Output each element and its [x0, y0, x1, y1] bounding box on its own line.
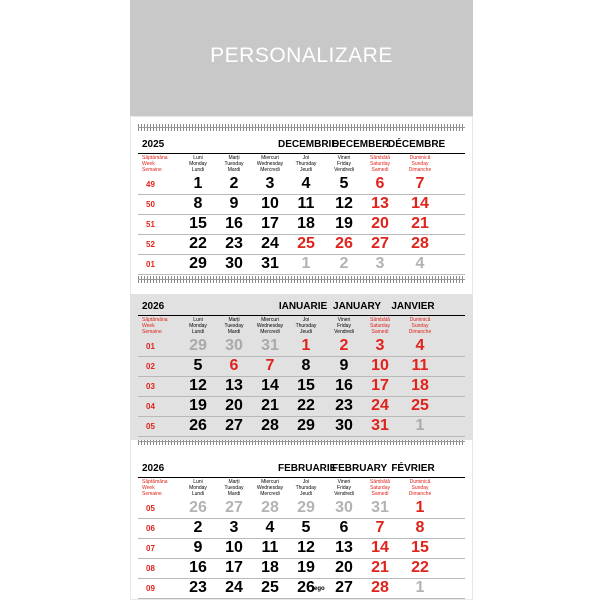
weekday-label: Samedi [371, 167, 389, 173]
weekday-label: Friday [337, 323, 351, 329]
weekday-label: Mercredi [260, 167, 280, 173]
month-header [138, 462, 465, 478]
day-cell[interactable]: 11 [261, 539, 279, 556]
day-cell[interactable]: 31 [371, 417, 389, 434]
day-cell[interactable]: 12 [189, 377, 207, 394]
week-number: 07 [146, 544, 155, 553]
day-cell[interactable]: 1 [415, 417, 425, 434]
week-number: 49 [146, 180, 155, 189]
day-cell[interactable]: 2 [193, 519, 203, 536]
day-cell[interactable]: 1 [193, 175, 203, 192]
week-column-header [142, 479, 172, 497]
weekday-label: Marți [228, 479, 240, 485]
weekday-label: Vineri [337, 155, 351, 161]
day-cell[interactable]: 27 [335, 579, 353, 596]
day-cell[interactable]: 15 [411, 539, 429, 556]
weekday-label: Saturday [369, 323, 390, 329]
weekday-label: Miercuri [261, 317, 279, 323]
week-number: 06 [146, 524, 155, 533]
day-cell[interactable]: 18 [297, 215, 315, 232]
weekday-label: Jeudi [300, 491, 312, 497]
weekday-label: Duminică [409, 479, 431, 485]
weekday-label: Sâmbătă [369, 317, 390, 323]
day-cell[interactable]: 23 [335, 397, 353, 414]
day-cell[interactable]: 20 [371, 215, 389, 232]
weekday-header [289, 317, 323, 335]
weekday-label: Mardi [227, 329, 241, 335]
weekday-label: Joi [302, 479, 310, 485]
weekday-label: Vineri [337, 479, 351, 485]
weekday-header [253, 317, 287, 335]
weekday-label: Marți [228, 155, 240, 161]
month-name: JANUARY [333, 301, 381, 312]
year-label: 2025 [142, 139, 165, 150]
personalization-header [130, 0, 473, 116]
day-cell[interactable]: 12 [335, 195, 353, 212]
weekday-label: Sunday [411, 323, 429, 329]
day-cell[interactable]: 28 [261, 417, 279, 434]
month-header [138, 138, 465, 154]
day-cell[interactable]: 4 [415, 255, 425, 272]
week-row [138, 578, 465, 599]
day-cell[interactable]: 25 [261, 579, 279, 596]
day-cell[interactable]: 25 [297, 235, 315, 252]
weekday-label: Saturday [369, 485, 390, 491]
day-cell[interactable]: 13 [335, 539, 353, 556]
day-cell[interactable]: 29 [189, 255, 207, 272]
week-label: Semaine [142, 491, 162, 497]
day-cell[interactable]: 17 [261, 215, 279, 232]
week-number: 09 [146, 584, 155, 593]
weekday-label: Samedi [371, 491, 389, 497]
day-cell[interactable]: 2 [229, 175, 239, 192]
day-cell[interactable]: 8 [415, 519, 425, 536]
weekday-label: Monday [189, 485, 207, 491]
day-cell[interactable]: 25 [411, 397, 429, 414]
week-row [138, 356, 465, 377]
week-row [138, 498, 465, 519]
day-cell[interactable]: 1 [301, 255, 311, 272]
day-cell[interactable]: 24 [261, 235, 279, 252]
day-cell[interactable]: 16 [335, 377, 353, 394]
day-cell[interactable]: 11 [297, 195, 315, 212]
week-row [138, 518, 465, 539]
weekday-label: Mercredi [260, 329, 280, 335]
day-cell[interactable]: 21 [261, 397, 279, 414]
day-cell[interactable]: 3 [265, 175, 275, 192]
week-number: 02 [146, 362, 155, 371]
month-name: FÉVRIER [391, 463, 435, 474]
day-cell[interactable]: 31 [261, 255, 279, 272]
weekday-label: Vineri [337, 317, 351, 323]
weekday-header [181, 317, 215, 335]
day-cell[interactable]: 27 [225, 499, 243, 516]
weekday-label: Marți [228, 317, 240, 323]
day-cell[interactable]: 28 [411, 235, 429, 252]
weekday-label: Luni [193, 155, 203, 161]
week-label: Week [142, 161, 155, 167]
day-cell[interactable]: 3 [375, 337, 385, 354]
week-row [138, 194, 465, 215]
weekday-label: Lundi [191, 491, 205, 497]
day-cell[interactable]: 30 [225, 337, 243, 354]
week-column-header [142, 155, 172, 173]
day-cell[interactable]: 2 [339, 255, 349, 272]
weekday-header [327, 479, 361, 497]
weekday-label: Vendredi [334, 167, 354, 173]
day-cell[interactable]: 6 [229, 357, 239, 374]
brand-logo: ego [314, 586, 325, 592]
weekday-label: Sunday [411, 485, 429, 491]
day-cell[interactable]: 9 [229, 195, 239, 212]
weekday-label: Duminică [409, 155, 431, 161]
day-cell[interactable]: 13 [225, 377, 243, 394]
weekday-header [363, 155, 397, 173]
week-row [138, 376, 465, 397]
week-number: 05 [146, 422, 155, 431]
day-cell[interactable]: 19 [297, 559, 315, 576]
weekday-label: Duminică [409, 317, 431, 323]
day-cell[interactable]: 13 [371, 195, 389, 212]
weekday-header [403, 479, 437, 497]
day-cell[interactable]: 19 [335, 215, 353, 232]
weekday-label: Tuesday [224, 161, 244, 167]
week-number: 03 [146, 382, 155, 391]
month-name: DECEMBRIE [278, 139, 339, 150]
weekday-label: Mercredi [260, 491, 280, 497]
day-cell[interactable]: 7 [375, 519, 385, 536]
week-label: Semaine [142, 167, 162, 173]
weekday-label: Wednesday [256, 161, 284, 167]
weekday-header [327, 317, 361, 335]
day-cell[interactable]: 9 [339, 357, 349, 374]
week-row [138, 174, 465, 195]
week-row [138, 396, 465, 417]
day-cell[interactable]: 7 [415, 175, 425, 192]
day-cell[interactable]: 29 [297, 499, 315, 516]
day-cell[interactable]: 22 [411, 559, 429, 576]
calendar-body [130, 116, 473, 600]
weekday-label: Mardi [227, 167, 241, 173]
day-cell[interactable]: 30 [225, 255, 243, 272]
week-number: 08 [146, 564, 155, 573]
day-cell[interactable]: 23 [225, 235, 243, 252]
day-cell[interactable]: 1 [301, 337, 311, 354]
day-cell[interactable]: 12 [297, 539, 315, 556]
weekday-label: Jeudi [300, 329, 312, 335]
week-label: Săptămâna [142, 317, 168, 323]
day-cell[interactable]: 22 [297, 397, 315, 414]
day-cell[interactable]: 22 [189, 235, 207, 252]
day-cell[interactable]: 26 [189, 499, 207, 516]
day-cell[interactable]: 3 [229, 519, 239, 536]
day-cell[interactable]: 24 [371, 397, 389, 414]
week-number: 50 [146, 200, 155, 209]
day-cell[interactable]: 29 [297, 417, 315, 434]
weekday-header [217, 317, 251, 335]
week-number: 51 [146, 220, 155, 229]
weekday-label: Friday [337, 485, 351, 491]
day-cell[interactable]: 11 [411, 357, 429, 374]
day-cell[interactable]: 28 [261, 499, 279, 516]
weekday-label: Lundi [191, 329, 205, 335]
day-cell[interactable]: 14 [371, 539, 389, 556]
week-row [138, 234, 465, 255]
day-cell[interactable]: 20 [225, 397, 243, 414]
day-cell[interactable]: 8 [193, 195, 203, 212]
weekday-header [181, 479, 215, 497]
day-cell[interactable]: 5 [339, 175, 349, 192]
year-label: 2026 [142, 463, 165, 474]
day-cell[interactable]: 19 [189, 397, 207, 414]
week-label: Semaine [142, 329, 162, 335]
spiral-binding [138, 124, 465, 131]
weekday-header [217, 479, 251, 497]
weekday-header [181, 155, 215, 173]
day-cell[interactable]: 5 [193, 357, 203, 374]
day-cell[interactable]: 6 [339, 519, 349, 536]
week-row [138, 336, 465, 357]
day-cell[interactable]: 27 [371, 235, 389, 252]
weekday-label: Jeudi [300, 167, 312, 173]
weekday-label: Dimanche [408, 491, 432, 497]
weekday-label: Mardi [227, 491, 241, 497]
weekday-label: Monday [189, 323, 207, 329]
spiral-binding [138, 276, 465, 283]
week-row [138, 416, 465, 437]
day-cell[interactable]: 15 [297, 377, 315, 394]
weekday-label: Luni [193, 479, 203, 485]
year-label: 2026 [142, 301, 165, 312]
week-row [138, 254, 465, 275]
month-header [138, 300, 465, 316]
weekday-label: Sâmbătă [369, 155, 390, 161]
weekday-label: Tuesday [224, 485, 244, 491]
month-name: JANVIER [391, 301, 435, 312]
weekday-header [403, 317, 437, 335]
day-cell[interactable]: 30 [335, 499, 353, 516]
month-name: FEBRUARY [332, 463, 388, 474]
day-cell[interactable]: 1 [415, 579, 425, 596]
day-cell[interactable]: 5 [301, 519, 311, 536]
week-number: 05 [146, 504, 155, 513]
day-cell[interactable]: 26 [335, 235, 353, 252]
weekday-label: Thursday [295, 485, 317, 491]
week-number: 52 [146, 240, 155, 249]
weekday-label: Wednesday [256, 323, 284, 329]
day-cell[interactable]: 16 [225, 215, 243, 232]
weekday-header [289, 479, 323, 497]
week-number: 01 [146, 342, 155, 351]
weekday-header [327, 155, 361, 173]
weekday-label: Luni [193, 317, 203, 323]
weekday-label: Dimanche [408, 167, 432, 173]
day-cell[interactable]: 14 [261, 377, 279, 394]
weekday-label: Lundi [191, 167, 205, 173]
month-panel [138, 138, 465, 272]
weekday-header [217, 155, 251, 173]
day-cell[interactable]: 26 [297, 579, 315, 596]
week-label: Week [142, 485, 155, 491]
week-label: Săptămâna [142, 479, 168, 485]
day-cell[interactable]: 26 [189, 417, 207, 434]
week-number: 04 [146, 402, 155, 411]
weekday-label: Miercuri [261, 155, 279, 161]
day-cell[interactable]: 29 [189, 337, 207, 354]
month-name: FEBRUARIE [278, 463, 337, 474]
weekday-header [289, 155, 323, 173]
weekday-label: Vendredi [334, 329, 354, 335]
weekday-label: Sâmbătă [369, 479, 390, 485]
day-cell[interactable]: 31 [261, 337, 279, 354]
day-cell[interactable]: 18 [411, 377, 429, 394]
month-panel [138, 462, 465, 596]
week-column-header [142, 317, 172, 335]
weekday-label: Thursday [295, 161, 317, 167]
weekday-label: Saturday [369, 161, 390, 167]
day-cell[interactable]: 7 [265, 357, 275, 374]
day-cell[interactable]: 10 [371, 357, 389, 374]
weekday-label: Vendredi [334, 491, 354, 497]
weekday-label: Joi [302, 317, 310, 323]
weekday-label: Miercuri [261, 479, 279, 485]
day-cell[interactable]: 17 [225, 559, 243, 576]
day-cell[interactable]: 17 [371, 377, 389, 394]
week-row [138, 538, 465, 559]
day-cell[interactable]: 14 [411, 195, 429, 212]
day-cell[interactable]: 4 [415, 337, 425, 354]
day-cell[interactable]: 16 [189, 559, 207, 576]
weekday-label: Tuesday [224, 323, 244, 329]
day-cell[interactable]: 10 [261, 195, 279, 212]
weekday-label: Dimanche [408, 329, 432, 335]
weekday-header [253, 479, 287, 497]
month-name: IANUARIE [278, 301, 328, 312]
month-panel [138, 300, 465, 434]
weekday-label: Thursday [295, 323, 317, 329]
day-cell[interactable]: 28 [371, 579, 389, 596]
day-cell[interactable]: 15 [189, 215, 207, 232]
day-cell[interactable]: 21 [371, 559, 389, 576]
day-cell[interactable]: 3 [375, 255, 385, 272]
day-cell[interactable]: 24 [225, 579, 243, 596]
week-label: Săptămâna [142, 155, 168, 161]
weekday-label: Wednesday [256, 485, 284, 491]
weekday-label: Friday [337, 161, 351, 167]
day-cell[interactable]: 9 [193, 539, 203, 556]
day-cell[interactable]: 10 [225, 539, 243, 556]
day-cell[interactable]: 2 [339, 337, 349, 354]
week-label: Week [142, 323, 155, 329]
day-cell[interactable]: 8 [301, 357, 311, 374]
day-cell[interactable]: 30 [335, 417, 353, 434]
weekday-header [363, 479, 397, 497]
day-cell[interactable]: 21 [411, 215, 429, 232]
weekday-label: Samedi [371, 329, 389, 335]
header-title: PERSONALIZARE [210, 44, 393, 67]
weekday-label: Joi [302, 155, 310, 161]
day-cell[interactable]: 1 [415, 499, 425, 516]
weekday-label: Sunday [411, 161, 429, 167]
day-cell[interactable]: 31 [371, 499, 389, 516]
day-cell[interactable]: 4 [265, 519, 275, 536]
day-cell[interactable]: 18 [261, 559, 279, 576]
weekday-header [253, 155, 287, 173]
day-cell[interactable]: 27 [225, 417, 243, 434]
week-row [138, 214, 465, 235]
day-cell[interactable]: 23 [189, 579, 207, 596]
weekday-header [403, 155, 437, 173]
day-cell[interactable]: 6 [375, 175, 385, 192]
weekday-label: Monday [189, 161, 207, 167]
weekday-header [363, 317, 397, 335]
week-number: 01 [146, 260, 155, 269]
week-row [138, 558, 465, 579]
month-name: DÉCEMBRE [388, 139, 446, 150]
day-cell[interactable]: 20 [335, 559, 353, 576]
month-name: DECEMBER [332, 139, 390, 150]
day-cell[interactable]: 4 [301, 175, 311, 192]
